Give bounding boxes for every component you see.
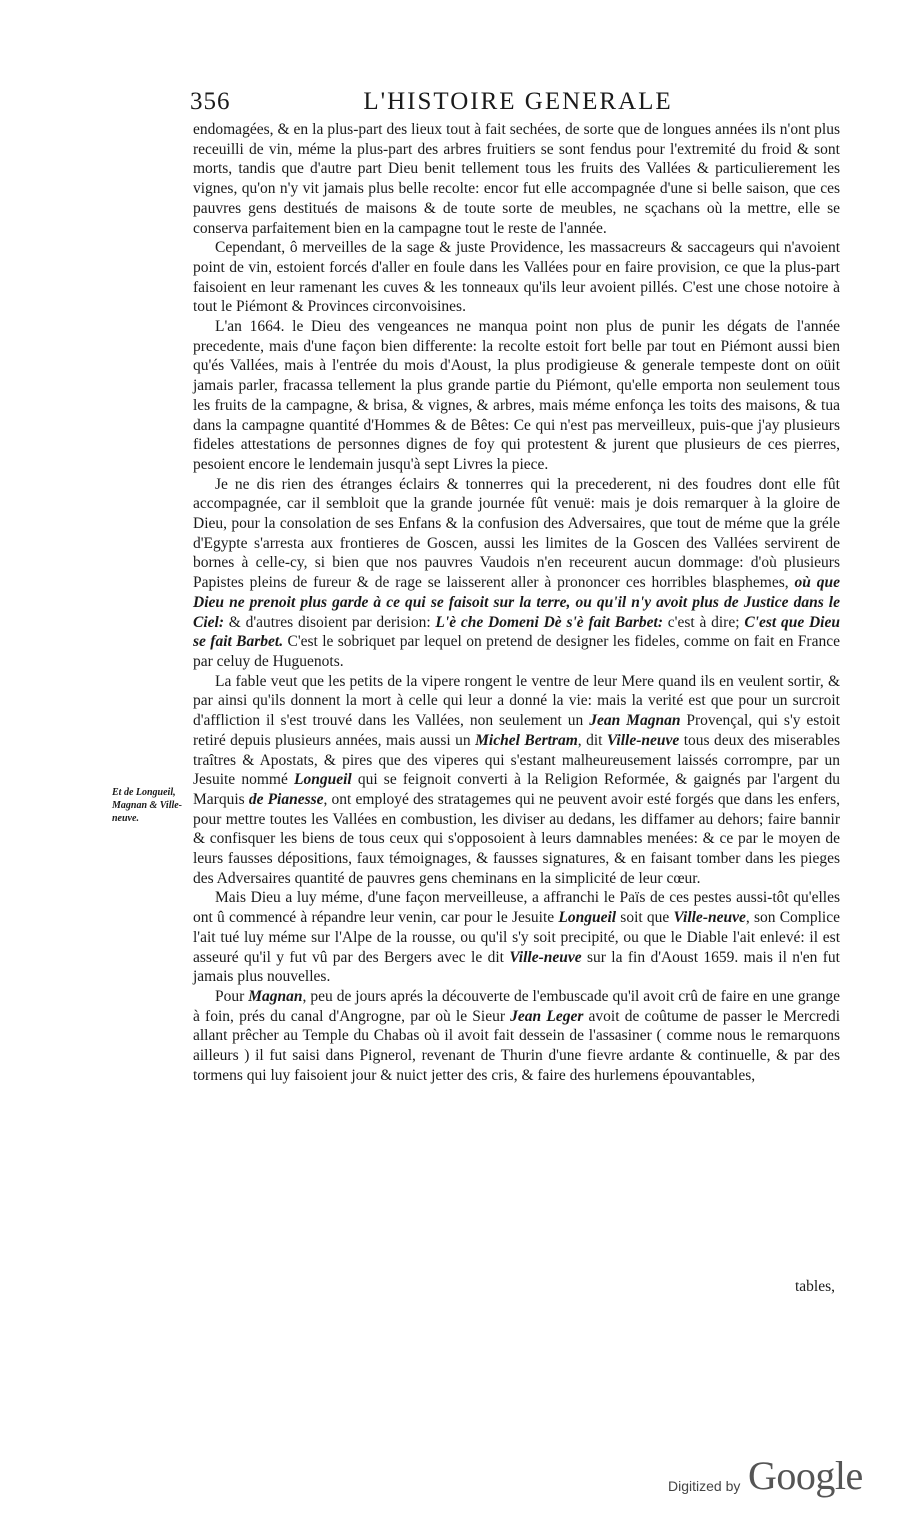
paragraph-6-t2: , son Complice l'ait tué luy méme sur l'Alpe de la rousse, ou qu'il s'y soit precipité, ou que le Diable l'ait enlevé: il est asseuré qu'il y fut vû par des Bergers avec le dit — [193, 909, 840, 966]
name-villeneuve-2: Ville-neuve — [673, 909, 746, 927]
google-logo: Google — [748, 1453, 863, 1498]
name-longueil: Longueil — [293, 771, 352, 789]
paragraph-1: endomagées, & en la plus-part des lieux tout à fait sechées, de sorte que de longues années ils n'ont plus receuilli de vin, méme la plus-part des arbres fruitiers se sont fendus pour l'extremité du froid & sont morts, tandis que d'autre part Dieu benit tellement tous les fruits des Vallées & particulierement les vignes, qu'on n'y vit jamais plus belle recolte: encor fut elle accompagnée d'une si belle saison, que ces pauvres gens destitués de maisons & de toute sorte de meubles, ne sçachans où la mettre, elle se conserva parfaitement bien en la campagne tout le reste de l'année. — [193, 121, 840, 237]
paragraph-6-t1: soit que — [616, 909, 674, 927]
page-number: 356 — [190, 88, 231, 115]
quote-italic-3: C'est que Dieu se fait Barbet. — [193, 613, 840, 651]
paragraph-5-text: La fable veut que les petits de la vipere rongent le ventre de leur Mere quand ils en veulent sortir, & par ainsi qu'ils donnent la mort à celle qui leur a donné la vie: mais la verité est que pour un surcroit d'affliction il s'est trouvé dans les Vallées, non seulement un — [193, 672, 840, 730]
paragraph-2: Cependant, ô merveilles de la sage & juste Providence, les massacreurs & saccageurs qui n'avoient point de vin, estoient forcés d'aller en foule dans les Vallées pour en faire provision, ce que la plus-part faisoient en leur ramenant les cuves & les tonneaux qu'ils leur avoient pillés. C'est une chose notoire à tout le Piémont & Provinces circonvoisines. — [193, 239, 840, 316]
paragraph-5-t5: , ont employé des stratagemes qui ne peuvent avoir esté forgés que dans les enfers, pour mettre toutes les Vallées en combustion, les diviser au dedans, les diffamer au dehors; faire bannir & confisquer les biens de tous ceux qui s'opposoient à leurs damnables menées: & ce par le moyen de leurs fausses dépositions, faux témoignages, & fausses signatures, & en faisant tomber dans les pieges des Adversaires quantité de pauvres gens cheminans en la simplicité de leur cœur. — [193, 790, 840, 887]
paragraph-5-t3: tous deux des miserables traîtres & Apostats, & pires que des viperes qui s'estant malheureusement laissés corrompre, par un Jesuite nommé — [193, 731, 840, 789]
paragraph-4-mid-2: c'est à dire; — [663, 613, 745, 631]
name-villeneuve-3: Ville-neuve — [509, 948, 582, 966]
paragraph-5 — [193, 672, 840, 889]
paragraph-7 — [193, 987, 840, 1086]
quote-italic-2: L'è che Domeni Dè s'è fait Barbet: — [435, 613, 663, 631]
paragraph-3: L'an 1664. le Dieu des vengeances ne manqua point non plus de punir les dégats de l'année precedente, mais d'une façon bien differente: la recolte estoit fort belle par tout en Piémont aussi bien qu'és Vallées, mais à l'entrée du mois d'Aoust, la plus prodigieuse & generale tempeste dont on oüit jamais parler, fracassa tellement la plus grande partie du Piémont, qu'elle emporta non seulement tous les fruits de la campagne, & brisa, & vignes, & arbres, mais méme enfonça les toits des maisons, & tua dans la campagne quantité d'Hommes & de Bêtes: Ce qui n'est pas merveilleux, puis-que j'ay plusieurs fideles attestations de personnes dignes de foy qui protestent & jurent que plusieurs de ces pierres, pesoient encore le lendemain jusqu'à sept Livres la piece. — [193, 318, 840, 473]
name-magnan-2: Magnan — [248, 987, 303, 1005]
name-pianesse: de Pianesse — [248, 790, 324, 808]
name-leger: Jean Leger — [510, 1007, 584, 1025]
page-header — [0, 88, 903, 120]
name-magnan: Jean Magnan — [589, 712, 681, 730]
paragraph-4-text: Je ne dis rien des étranges éclairs & tonnerres qui la precederent, ni des foudres dont elle fût accompagnée, car il sembloit que la grande journée fût venuë: mais je dois remarquer à la gloire de Dieu, pour la consolation de ses Enfans & la confusion des Adversaires, que tout de méme que la gréle d'Egypte s'arresta aux frontieres de Goscen, aussi les limites de la Goscen des Vallées servirent de bornes à celle-cy, si bien que nos pauvres Vaudois n'en receurent aucun dommage: d'où plusieurs Papistes pleins de fureur & de rage se laisserent aller à prononcer ces horribles blasphemes, — [193, 475, 840, 592]
paragraph-4-end: C'est le sobriquet par lequel on pretend de designer les fideles, comme on fait en France par celuy de Huguenots. — [193, 633, 840, 670]
paragraph-6 — [193, 888, 840, 987]
paragraph-6-text: Mais Dieu a luy méme, d'une façon merveilleuse, a affranchi le Païs de ces pestes aussi-tôt qu'elles ont û commencé à répandre leur venin, car pour le Jesuite — [193, 889, 840, 927]
name-longueil-2: Longueil — [558, 909, 617, 927]
margin-note: Et de Longueil, Magnan & Ville-neuve. — [112, 787, 183, 824]
paragraph-7-text: Pour — [215, 987, 245, 1005]
body-text — [193, 120, 840, 1085]
paragraph-7-t2: avoit de coûtume de passer le Mercredi allant prêcher au Temple du Chabas où il avoit fait dessein de l'assasiner ( comme nous le remarquons ailleurs ) il fut saisi dans Pignerol, revenant de Thurin d'une fievre ardante & continuelle, & par des tormens qui luy faisoient jour & nuict jetter des cris, & faire des hurlemens épouvantables, — [193, 1007, 840, 1084]
name-bertram: Michel Bertram — [475, 731, 578, 749]
running-head: L'HISTOIRE GENERALE — [363, 88, 673, 115]
paragraph-5-t1: Provençal, qui s'y estoit retiré depuis plusieurs années, mais aussi un — [193, 712, 840, 749]
digitized-label: Digitized by — [668, 1478, 741, 1494]
paragraph-4 — [193, 475, 840, 672]
quote-italic-1: où que Dieu ne prenoit plus garde à ce qui se faisoit sur la terre, ou qu'il n'y avoit plus de Justice dans le Ciel: — [193, 574, 841, 631]
paragraph-5-t4: qui se feignoit converti à la Religion Reformée, & gaignés par l'argent du Marquis — [193, 771, 840, 808]
paragraph-5-t2: , dit — [577, 731, 607, 749]
paragraph-4-mid-1: & d'autres disoient par derision: — [224, 613, 436, 631]
paragraph-6-t3: sur la fin d'Aoust 1659. mais il n'en fut jamais plus nouvelles. — [193, 948, 840, 986]
name-villeneuve: Ville-neuve — [606, 731, 680, 749]
paragraph-7-t1: , peu de jours aprés la découverte de l'embuscade qu'il avoit crû de faire en une grange à foin, prés du canal d'Angrogne, par où le Sieur — [193, 987, 840, 1025]
catchword: tables, — [794, 1278, 835, 1295]
